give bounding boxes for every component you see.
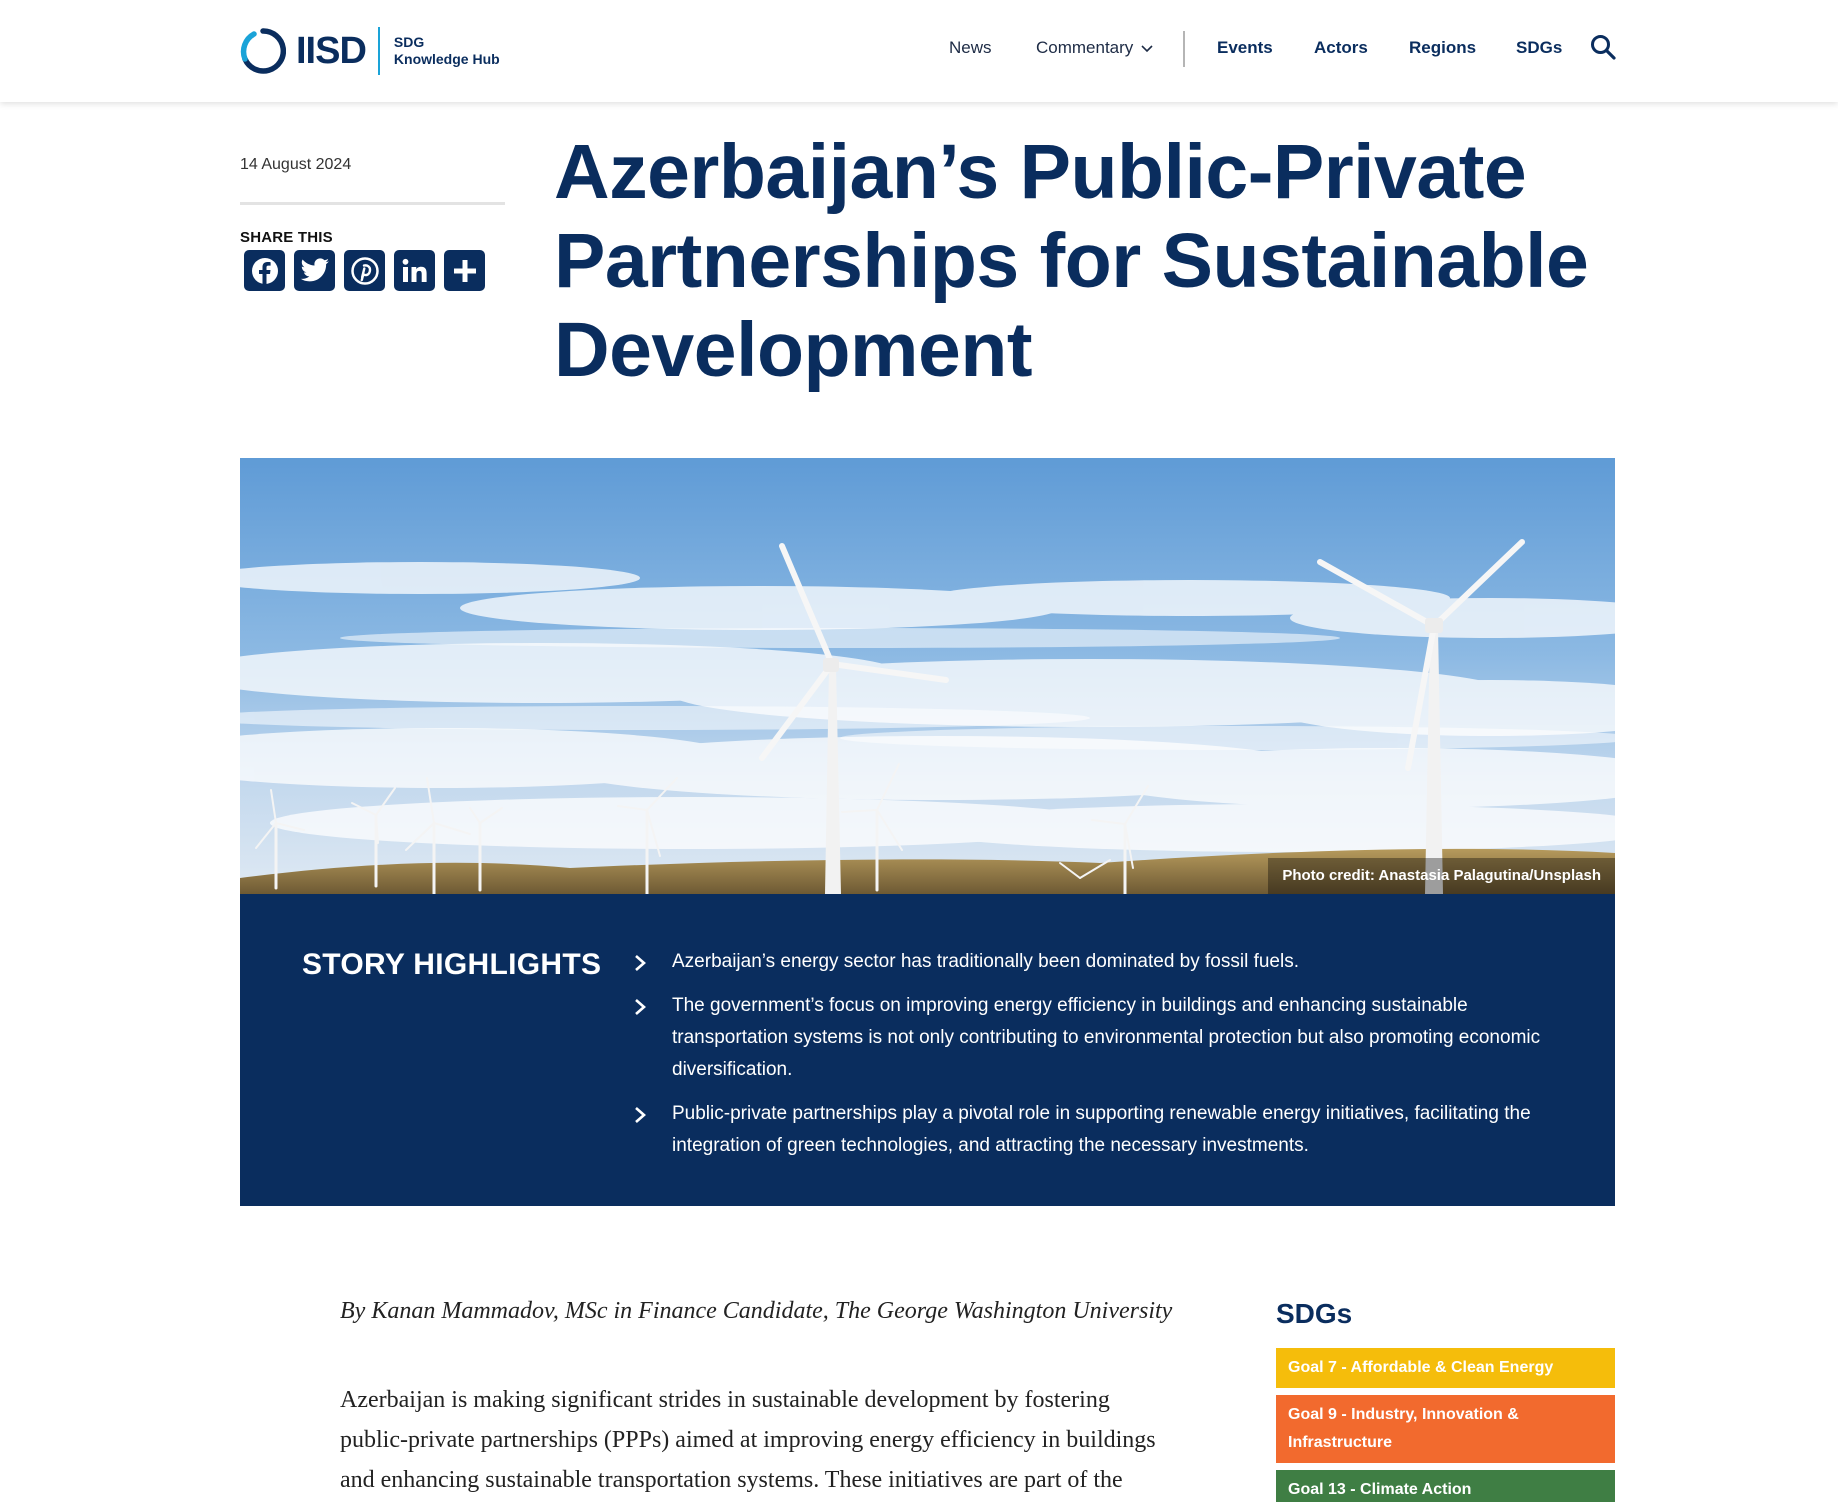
highlights-heading: STORY HIGHLIGHTS: [302, 948, 602, 981]
article-title: Azerbaijan’s Public-Private Partnerships for Sustainable Development: [554, 129, 1589, 393]
sdgs-heading: SDGs: [1276, 1298, 1353, 1329]
article-byline: By Kanan Mammadov, MSc in Finance Candidate, The George Washington University: [340, 1298, 1173, 1324]
meta-divider: [240, 202, 505, 205]
search-icon[interactable]: [1590, 34, 1616, 60]
highlight-text: Azerbaijan’s energy sector has traditionally been dominated by fossil fuels.: [672, 951, 1299, 972]
linkedin-share-button[interactable]: [394, 250, 435, 291]
chevron-down-icon: [1141, 45, 1153, 53]
share-buttons: [244, 250, 485, 291]
nav-commentary[interactable]: [1036, 38, 1153, 58]
pinterest-icon: [351, 257, 379, 285]
highlight-text: The government’s focus on improving energy efficiency in buildings and enhancing sustainable transportation systems is not only contributing to environmental protection but also promoting economic diversification.: [672, 995, 1541, 1080]
share-label: SHARE THIS: [240, 229, 333, 246]
nav-actors[interactable]: Actors: [1314, 38, 1368, 57]
story-highlights: [240, 894, 1615, 1206]
twitter-icon: [300, 258, 330, 284]
sdg-goal-7-tag[interactable]: Goal 7 - Affordable & Clean Energy: [1276, 1348, 1615, 1388]
logo-ring-icon: [240, 28, 286, 74]
highlight-item: [632, 990, 1572, 1086]
nav-events[interactable]: Events: [1217, 38, 1273, 57]
nav-sdgs[interactable]: SDGs: [1516, 38, 1563, 57]
wind-turbines-photo: [240, 458, 1615, 894]
sdg-goal-13-tag[interactable]: Goal 13 - Climate Action: [1276, 1470, 1615, 1502]
logo-divider: [378, 27, 380, 75]
logo-subtitle: [394, 34, 500, 68]
more-share-button[interactable]: [444, 250, 485, 291]
chevron-right-icon: [632, 1106, 648, 1124]
logo-sub-line1: SDG: [393, 34, 425, 50]
highlight-item: [632, 946, 1572, 978]
highlight-text: Public-private partnerships play a pivotal role in supporting renewable energy initiatives, facilitating the integration of green technologies, and attracting the necessary investments.: [672, 1103, 1531, 1156]
chevron-right-icon: [632, 998, 648, 1016]
nav-separator: [1183, 31, 1185, 67]
nav-news[interactable]: News: [949, 38, 992, 57]
site-header: [0, 0, 1838, 102]
article-date: 14 August 2024: [240, 156, 352, 173]
highlight-item: [632, 1098, 1572, 1162]
twitter-share-button[interactable]: [294, 250, 335, 291]
linkedin-icon: [401, 257, 429, 285]
facebook-share-button[interactable]: [244, 250, 285, 291]
photo-credit: Photo credit: Anastasia Palagutina/Unsplash: [1268, 858, 1615, 894]
facebook-icon: [251, 257, 279, 285]
chevron-right-icon: [632, 954, 648, 972]
logo-wordmark: IISD: [296, 29, 366, 72]
nav-commentary-label: Commentary: [1036, 38, 1134, 57]
pinterest-share-button[interactable]: [344, 250, 385, 291]
plus-icon: [452, 258, 478, 284]
iisd-logo[interactable]: [240, 26, 500, 76]
logo-sub-line2: Knowledge Hub: [393, 51, 500, 67]
sdg-goal-9-tag[interactable]: Goal 9 - Industry, Innovation & Infrastructure: [1276, 1395, 1615, 1463]
article-body: Azerbaijan is making significant strides in sustainable development by fostering public-private partnerships (PPPs) aimed at improving energy efficiency in buildings and enhancing sustainable transportation systems. These initiatives are part of the: [340, 1387, 1156, 1493]
nav-regions[interactable]: Regions: [1409, 38, 1477, 57]
hero-image: [240, 458, 1615, 894]
highlights-list: [632, 946, 1572, 1174]
